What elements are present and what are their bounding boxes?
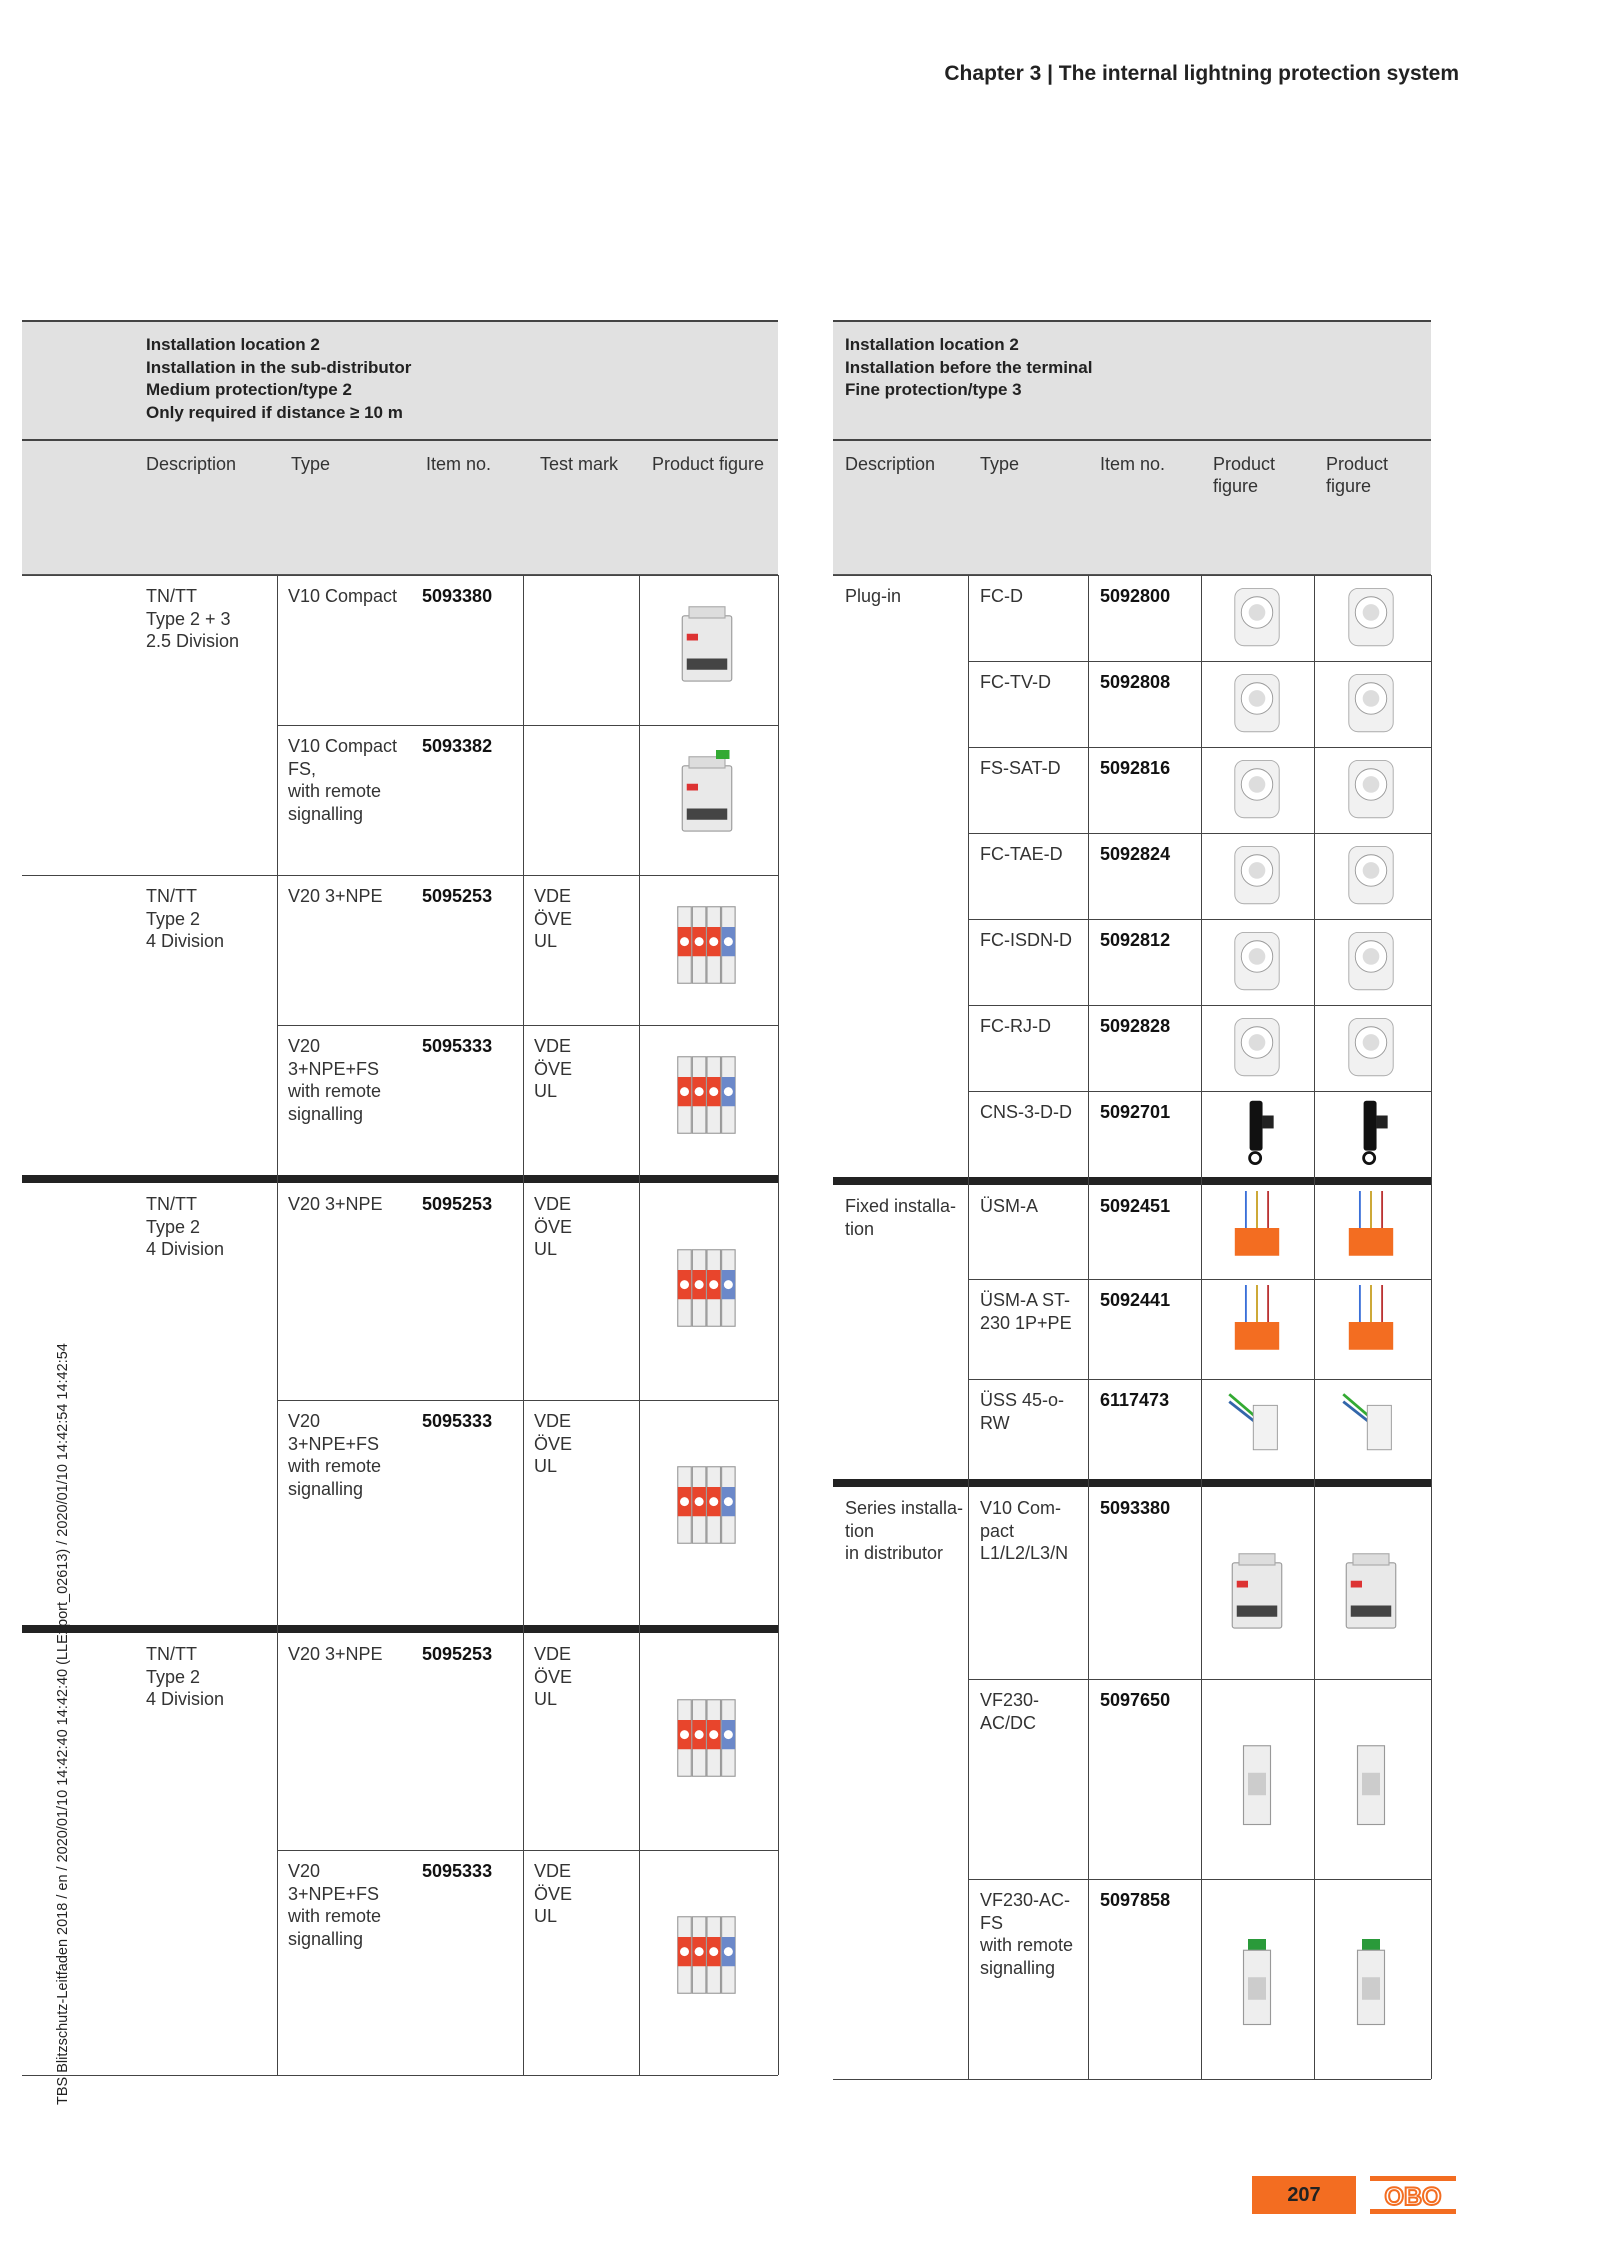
row-item-no: 5095253 (422, 1194, 493, 1214)
row-item-no: 5095333 (422, 1861, 493, 1881)
row-description: Fixed installa- tion (845, 1196, 957, 1239)
row-item-no: 5097650 (1100, 1690, 1171, 1710)
product-figure-icon (1213, 1097, 1301, 1171)
chapter-title: Chapter 3 | The internal lightning protection system (944, 62, 1459, 85)
col-header-figure-2: Product figure (1326, 454, 1389, 496)
right-table (833, 320, 1431, 2100)
product-figure-icon (1327, 1385, 1415, 1459)
row-item-no: 5092824 (1100, 844, 1171, 864)
col-rule (277, 575, 278, 2075)
row-type: V20 3+NPE+FS with remote signalling (288, 1411, 382, 1499)
row-description: TN/TT Type 2 + 3 2.5 Division (146, 586, 240, 651)
heading-line: Installation in the sub-distributor (146, 357, 412, 377)
col-rule (1314, 575, 1315, 2079)
product-figure-icon (1327, 839, 1415, 913)
row-test-mark: VDE ÖVE UL (534, 1411, 573, 1476)
row-rule (277, 725, 778, 726)
row-type: VF230-AC- FS with remote signalling (980, 1890, 1074, 1978)
product-figure-icon (1327, 581, 1415, 655)
left-table-column-headers (22, 441, 778, 575)
row-rule (968, 833, 1431, 834)
row-rule (968, 1679, 1431, 1680)
group-separator (833, 1177, 1431, 1185)
table-rule (22, 575, 778, 576)
row-item-no: 5092701 (1100, 1102, 1171, 1122)
row-rule (277, 1850, 778, 1851)
row-type: V20 3+NPE+FS with remote signalling (288, 1861, 382, 1949)
product-figure-icon (1213, 925, 1301, 999)
row-rule (22, 2075, 778, 2076)
product-figure-icon (1213, 753, 1301, 827)
row-type: FC-RJ-D (980, 1016, 1051, 1036)
heading-line: Fine protection/type 3 (845, 380, 1022, 399)
row-item-no: 5092828 (1100, 1016, 1171, 1036)
row-test-mark: VDE ÖVE UL (534, 1644, 573, 1709)
row-item-no: 5095253 (422, 886, 493, 906)
row-rule (968, 1379, 1431, 1380)
row-rule (968, 919, 1431, 920)
heading-line: Only required if distance ≥ 10 m (146, 402, 403, 422)
product-figure-icon (1327, 1191, 1415, 1265)
row-item-no: 5092808 (1100, 672, 1171, 692)
row-item-no: 5092441 (1100, 1290, 1171, 1310)
table-rule (833, 575, 1431, 576)
product-figure-icon (672, 1693, 742, 1783)
row-description: TN/TT Type 2 4 Division (146, 1644, 225, 1709)
table-bottom-rule (833, 2079, 1431, 2080)
product-figure-icon (1213, 1285, 1301, 1359)
row-item-no: 6117473 (1100, 1390, 1170, 1410)
svg-text:OBO: OBO (1384, 2183, 1442, 2211)
right-table-column-headers (833, 441, 1431, 575)
col-header-figure-1: Product figure (1213, 454, 1276, 496)
col-rule (778, 575, 779, 2075)
product-figure-icon (1327, 1739, 1415, 1829)
col-rule (639, 575, 640, 2075)
product-figure-icon (1213, 1011, 1301, 1085)
row-type: V20 3+NPE (288, 886, 383, 906)
col-header-description: Description (845, 454, 936, 474)
row-description: TN/TT Type 2 4 Division (146, 1194, 225, 1259)
group-separator (22, 1175, 778, 1183)
product-figure-icon (1327, 1939, 1415, 2029)
row-rule (968, 1279, 1431, 1280)
row-type: FC-ISDN-D (980, 930, 1072, 950)
heading-line: Medium protection/type 2 (146, 380, 352, 399)
product-figure-icon (1327, 1011, 1415, 1085)
row-type: V10 Compact (288, 586, 398, 606)
row-type: FC-D (980, 586, 1023, 606)
col-rule (968, 575, 969, 2079)
group-separator (22, 1625, 778, 1633)
product-figure-icon (1327, 1285, 1415, 1359)
group-separator (833, 1479, 1431, 1487)
row-type: ÜSM-A ST- 230 1P+PE (980, 1290, 1072, 1333)
col-rule (1088, 575, 1089, 2079)
row-type: V20 3+NPE (288, 1644, 383, 1664)
row-test-mark: VDE ÖVE UL (534, 886, 573, 951)
product-figure-icon (1327, 1547, 1415, 1637)
product-figure-icon (1213, 1547, 1301, 1637)
product-figure-icon (1327, 925, 1415, 999)
left-table (22, 320, 778, 2100)
product-figure-icon (1213, 1191, 1301, 1265)
product-figure-icon (1327, 667, 1415, 741)
col-header-figure: Product figure (652, 454, 765, 474)
row-item-no: 5093380 (1100, 1498, 1171, 1518)
row-type: ÜSM-A (980, 1196, 1038, 1216)
row-item-no: 5092812 (1100, 930, 1171, 950)
row-description: TN/TT Type 2 4 Division (146, 886, 225, 951)
row-rule (968, 1005, 1431, 1006)
row-type: FS-SAT-D (980, 758, 1061, 778)
row-rule (968, 1091, 1431, 1092)
row-test-mark: VDE ÖVE UL (534, 1036, 573, 1101)
product-figure-icon (1327, 753, 1415, 827)
row-item-no: 5095333 (422, 1036, 493, 1056)
side-print-info: TBS Blitzschutz-Leitfaden 2018 / en / 2020/01/10 14:42:40 14:42:40 (LLExport_02613) / 2020/01/10 14:42:54 14:42:54 (55, 1343, 71, 2105)
row-item-no: 5092451 (1100, 1196, 1171, 1216)
product-figure-icon (1213, 667, 1301, 741)
row-type: V20 3+NPE+FS with remote signalling (288, 1036, 382, 1124)
heading-line: Installation location 2 (845, 335, 1019, 354)
product-figure-icon (1213, 839, 1301, 913)
heading-line: Installation before the terminal (845, 357, 1093, 377)
row-item-no: 5095253 (422, 1644, 493, 1664)
row-item-no: 5092800 (1100, 586, 1171, 606)
row-type: V10 Com- pact L1/L2/L3/N (980, 1498, 1069, 1563)
row-item-no: 5093382 (422, 736, 493, 756)
row-type: V20 3+NPE (288, 1194, 383, 1214)
right-table-heading (833, 320, 1431, 441)
row-rule (277, 1400, 778, 1401)
row-type: FC-TV-D (980, 672, 1051, 692)
row-rule (968, 661, 1431, 662)
row-type: CNS-3-D-D (980, 1102, 1072, 1122)
row-test-mark: VDE ÖVE UL (534, 1194, 573, 1259)
col-header-item: Item no. (426, 454, 492, 474)
row-rule (968, 747, 1431, 748)
row-item-no: 5095333 (422, 1411, 493, 1431)
product-figure-icon (672, 1243, 742, 1333)
row-test-mark: VDE ÖVE UL (534, 1861, 573, 1926)
col-rule (1201, 575, 1202, 2079)
product-figure-icon (672, 750, 742, 840)
col-rule (523, 575, 524, 2075)
page-number: 207 (1252, 2176, 1356, 2214)
row-rule (277, 1025, 778, 1026)
row-description: Series installa- tion in distributor (845, 1498, 964, 1563)
row-item-no: 5092816 (1100, 758, 1171, 778)
product-figure-icon (672, 1910, 742, 2000)
product-figure-icon (1213, 1385, 1301, 1459)
row-type: ÜSS 45-o- RW (980, 1390, 1065, 1433)
row-description: Plug-in (845, 586, 902, 606)
col-rule (1431, 575, 1432, 2079)
row-item-no: 5093380 (422, 586, 493, 606)
heading-line: Installation location 2 (146, 335, 320, 354)
col-header-description: Description (146, 454, 237, 474)
col-header-testmark: Test mark (540, 454, 619, 474)
product-figure-icon (1327, 1097, 1415, 1171)
product-figure-icon (672, 1460, 742, 1550)
left-table-heading (22, 320, 778, 441)
product-figure-icon (1213, 1739, 1301, 1829)
product-figure-icon (1213, 581, 1301, 655)
col-header-type: Type (291, 454, 331, 474)
row-rule (22, 875, 778, 876)
product-figure-icon (672, 600, 742, 690)
product-figure-icon (672, 1050, 742, 1140)
row-type: V10 Compact FS, with remote signalling (288, 736, 398, 824)
col-header-item: Item no. (1100, 454, 1166, 474)
obo-logo (1370, 2176, 1456, 2214)
row-rule (968, 1879, 1431, 1880)
row-type: VF230- AC/DC (980, 1690, 1040, 1733)
col-header-type: Type (980, 454, 1020, 474)
row-item-no: 5097858 (1100, 1890, 1171, 1910)
product-figure-icon (1213, 1939, 1301, 2029)
product-figure-icon (672, 900, 742, 990)
row-type: FC-TAE-D (980, 844, 1063, 864)
